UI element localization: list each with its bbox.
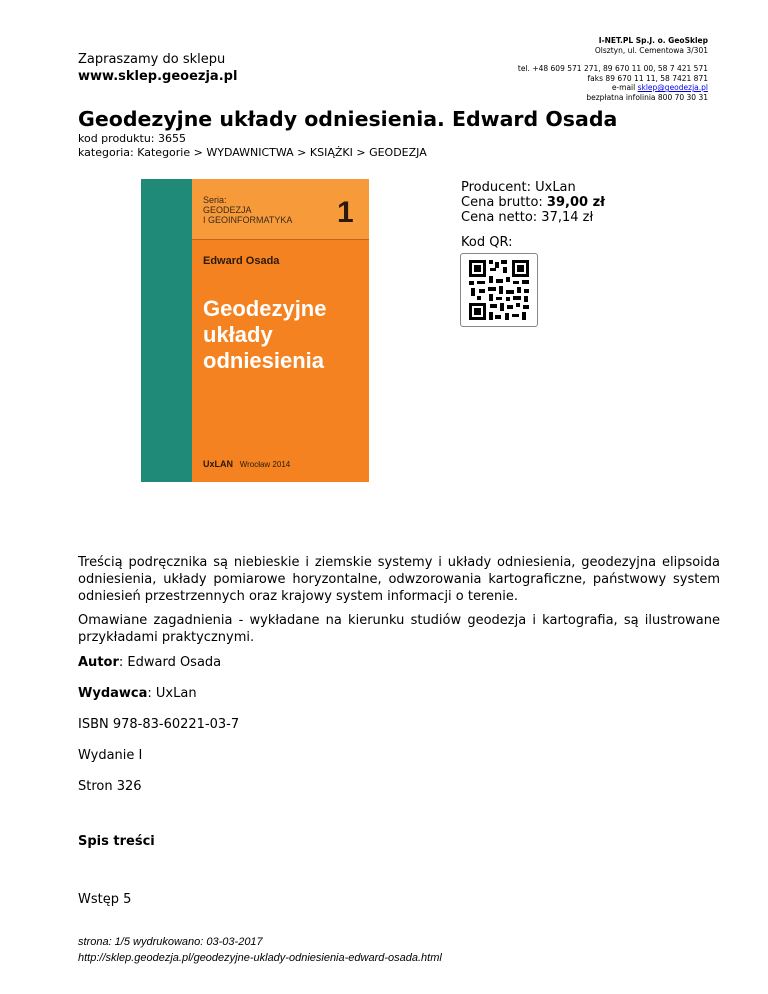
print-footer — [78, 934, 442, 966]
qr-code-icon — [461, 254, 537, 326]
cover-publisher — [203, 459, 290, 469]
toc-heading: Spis treści — [78, 834, 155, 849]
shop-invitation — [78, 51, 237, 85]
company-fax: faks 89 670 11 11, 58 7421 871 — [587, 73, 708, 83]
invite-text: Zapraszamy do sklepu — [78, 52, 226, 67]
cover-title-line: odniesienia — [203, 348, 325, 373]
product-code: kod produktu: 3655 — [78, 132, 186, 145]
footer-url[interactable]: http://sklep.geodezja.pl/geodezyjne-uklady-odniesienia-edward-osada.html — [78, 952, 442, 964]
cover-spine — [141, 179, 192, 482]
email-prefix: e-mail — [611, 83, 638, 92]
cover-place-year: Wrocław 2014 — [239, 460, 291, 469]
company-name: I-NET.PL Sp.J. o. GeoSklep — [598, 36, 708, 45]
shop-url[interactable]: www.sklep.geoezja.pl — [78, 69, 238, 84]
cover-series-number: 1 — [337, 196, 354, 229]
footer-page-info: strona: 1/5 wydrukowano: 03-03-2017 — [78, 936, 263, 948]
book-cover-image — [141, 179, 369, 482]
company-email-link[interactable]: sklep@geodezja.pl — [637, 83, 708, 92]
cover-title-line: Geodezyjne — [203, 296, 327, 321]
product-title: Geodezyjne układy odniesienia. Edward Osada — [78, 107, 618, 131]
publisher-line — [78, 685, 197, 702]
cover-series-label: Seria: — [203, 195, 227, 205]
company-info — [518, 36, 708, 102]
description-paragraph-2: Omawiane zagadnienia - wykładane na kierunku studiów geodezja i kartografia, są ilustrowane przykładami praktycznymi. — [78, 613, 720, 645]
price-gross-value: 39,00 zł — [546, 195, 605, 210]
price-gross — [461, 195, 605, 210]
page-count: Stron 326 — [78, 779, 142, 794]
cover-series-name-1: GEODEZJA — [203, 205, 252, 215]
company-email-line — [518, 83, 708, 93]
cover-series — [203, 195, 292, 225]
price-net: Cena netto: 37,14 zł — [461, 210, 594, 225]
publisher-label: Wydawca — [78, 686, 148, 701]
author-label: Autor — [78, 655, 119, 670]
toc-item: Wstęp 5 — [78, 892, 132, 907]
cover-publisher-name: UxLAN — [203, 459, 234, 469]
product-info — [461, 180, 605, 250]
product-meta — [78, 132, 427, 160]
cover-author: Edward Osada — [203, 255, 280, 267]
author-value: : Edward Osada — [118, 655, 222, 670]
cover-title — [203, 296, 326, 374]
edition: Wydanie I — [78, 748, 143, 763]
producer: Producent: UxLan — [461, 180, 576, 195]
product-category: kategoria: Kategorie > WYDAWNICTWA > KSIĄŻKI > GEODEZJA — [78, 146, 427, 159]
company-phone: tel. +48 609 571 271, 89 670 11 00, 58 7 421 571 — [517, 64, 708, 73]
publisher-value: : UxLan — [147, 686, 197, 701]
isbn: ISBN 978-83-60221-03-7 — [78, 717, 240, 732]
qr-code — [460, 253, 538, 327]
company-address: Olsztyn, ul. Cementowa 3/301 — [594, 45, 708, 55]
qr-label: Kod QR: — [461, 235, 513, 250]
author-line — [78, 654, 221, 671]
company-infoline: bezpłatna infolinia 800 70 30 31 — [586, 92, 708, 102]
cover-series-name-2: I GEOINFORMATYKA — [203, 215, 293, 225]
price-gross-label: Cena brutto: — [461, 195, 547, 210]
description-paragraph: Treścią podręcznika są niebieskie i ziemskie systemy i układy odniesienia, geodezyjna elipsoida odniesienia, układy pomiarowe horyzontalne, odwzorowania kartograficzne, państwowy system odniesień przestrzennych oraz krajowy system informacji o terenie. — [78, 555, 720, 604]
cover-title-line: układy — [203, 322, 273, 347]
